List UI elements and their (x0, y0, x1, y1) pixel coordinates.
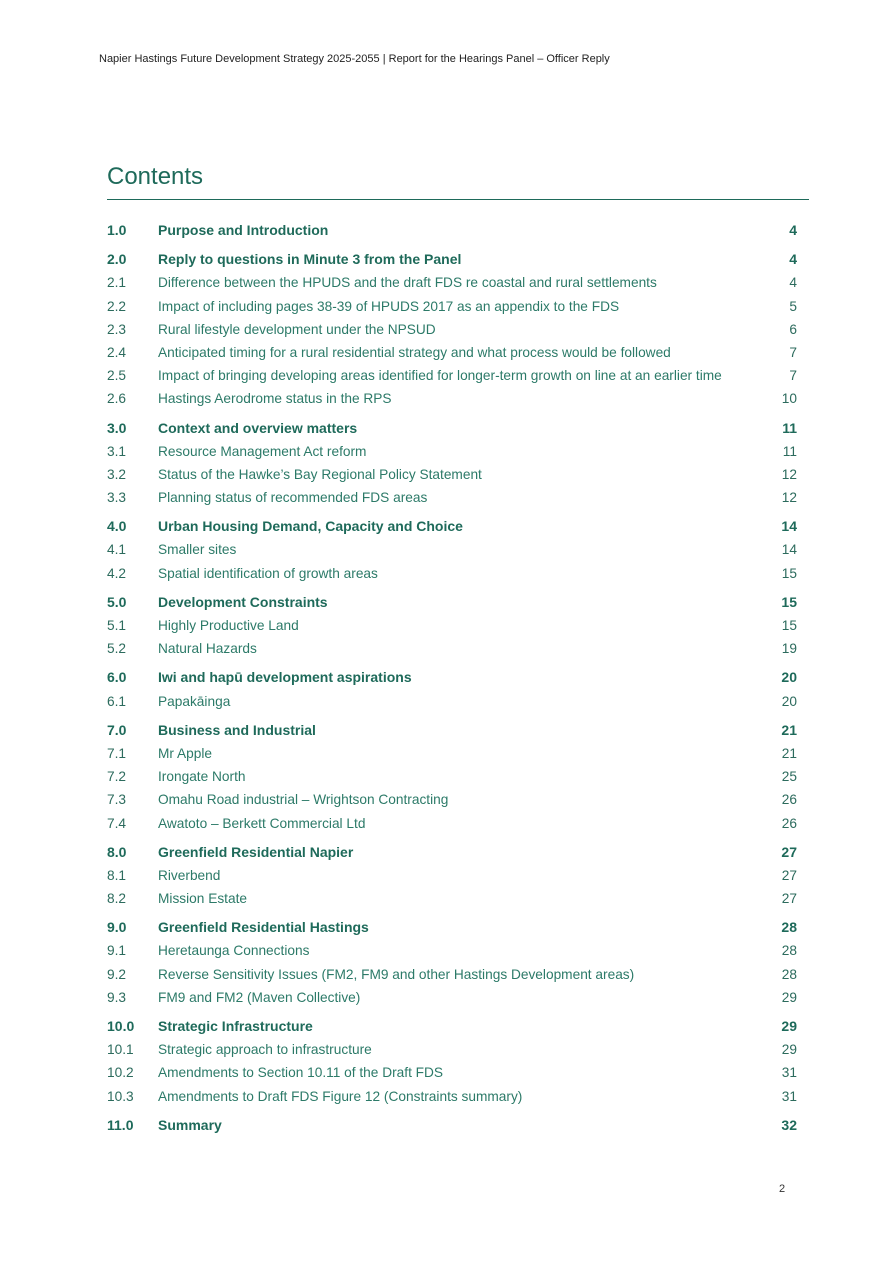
toc-subsection[interactable] (107, 341, 797, 364)
toc-entry-title: Amendments to Section 10.11 of the Draft FDS (158, 1065, 444, 1081)
toc-section (107, 515, 797, 585)
toc-entry-title: Difference between the HPUDS and the draft FDS re coastal and rural settlements (158, 275, 657, 291)
toc-entry-number: 7.3 (107, 792, 127, 808)
toc-entry-number: 5.2 (107, 641, 127, 657)
toc-entry-title: Greenfield Residential Hastings (158, 919, 369, 936)
toc-entry-number: 2.3 (107, 321, 127, 337)
toc-entry-title: Impact of bringing developing areas identified for longer-term growth on line at an earlier time (158, 368, 722, 384)
toc-subsection[interactable] (107, 1061, 797, 1084)
toc-section (107, 916, 797, 1009)
toc-entry-number: 9.2 (107, 966, 127, 982)
toc-entry-page: 27 (781, 867, 797, 883)
toc-entry-title: Reverse Sensitivity Issues (FM2, FM9 and other Hastings Development areas) (158, 966, 635, 982)
toc-entry-page: 29 (781, 1018, 797, 1034)
toc-section-heading[interactable] (107, 841, 797, 864)
toc-entry-number: 8.0 (107, 843, 127, 860)
toc-entry-title: Strategic approach to infrastructure (158, 1042, 372, 1058)
toc-entry-page: 7 (789, 368, 797, 384)
toc-entry-title: Spatial identification of growth areas (158, 565, 378, 581)
toc-entry-number: 7.0 (107, 721, 127, 738)
toc-entry-number: 10.1 (107, 1042, 134, 1058)
toc-section-heading[interactable] (107, 591, 797, 614)
toc-entry-page: 20 (781, 669, 797, 686)
contents-heading: Contents (107, 163, 204, 190)
toc-entry-title: Strategic Infrastructure (158, 1018, 313, 1034)
toc-entry-number: 7.4 (107, 815, 127, 831)
toc-subsection[interactable] (107, 864, 797, 887)
toc-subsection[interactable] (107, 788, 797, 811)
toc-entry-page: 25 (781, 769, 797, 785)
toc-subsection[interactable] (107, 271, 797, 294)
toc-section (107, 591, 797, 661)
toc-entry-title: Iwi and hapū development aspirations (158, 669, 412, 686)
toc-entry-title: Irongate North (158, 769, 246, 785)
toc-entry-page: 4 (789, 222, 797, 238)
toc-entry-page: 10 (781, 391, 797, 407)
toc-entry-number: 10.3 (107, 1088, 134, 1104)
page-number: 2 (779, 1183, 786, 1195)
toc-entry-page: 29 (781, 1042, 797, 1058)
toc-entry-page: 21 (781, 745, 797, 761)
toc-entry-page: 28 (781, 919, 797, 936)
toc-entry-page: 27 (781, 891, 797, 907)
toc-entry-number: 4.2 (107, 565, 127, 581)
toc-entry-title: Riverbend (158, 867, 221, 883)
toc-subsection[interactable] (107, 765, 797, 788)
toc-entry-number: 3.3 (107, 490, 127, 506)
toc-entry-page: 4 (789, 275, 797, 291)
toc-subsection[interactable] (107, 939, 797, 962)
toc-entry-number: 3.2 (107, 466, 127, 482)
toc-section-heading[interactable] (107, 666, 797, 689)
toc-entry-page: 31 (781, 1065, 797, 1081)
toc-section-heading[interactable] (107, 1015, 797, 1038)
toc-entry-page: 14 (781, 542, 797, 558)
toc-entry-number: 7.1 (107, 745, 127, 761)
toc-entry-title: Context and overview matters (158, 419, 358, 436)
toc-section (107, 1015, 797, 1108)
toc-subsection[interactable] (107, 318, 797, 341)
toc-entry-page: 7 (789, 344, 797, 360)
toc-entry-number: 2.6 (107, 391, 127, 407)
toc-entry-title: Reply to questions in Minute 3 from the Panel (158, 251, 462, 268)
toc-entry-page: 27 (781, 843, 797, 860)
toc-subsection[interactable] (107, 690, 797, 713)
toc-entry-title: Development Constraints (158, 593, 328, 610)
toc-subsection[interactable] (107, 1038, 797, 1061)
toc-entry-number: 6.1 (107, 693, 127, 709)
toc-subsection[interactable] (107, 742, 797, 765)
toc-entry-number: 5.0 (107, 593, 127, 610)
toc-entry-number: 2.0 (107, 251, 127, 268)
toc-entry-page: 31 (781, 1088, 797, 1104)
toc-entry-number: 3.0 (107, 419, 127, 436)
toc-subsection[interactable] (107, 562, 797, 585)
toc-section (107, 719, 797, 835)
toc-section (107, 248, 797, 410)
toc-section-heading[interactable] (107, 248, 797, 271)
toc-subsection[interactable] (107, 486, 797, 509)
toc-entry-page: 28 (781, 966, 797, 982)
toc-section-heading[interactable] (107, 916, 797, 939)
toc-entry-title: Smaller sites (158, 542, 237, 558)
toc-entry-title: Anticipated timing for a rural residential strategy and what process would be followed (158, 344, 671, 360)
toc-entry-number: 5.1 (107, 618, 127, 633)
toc-entry-number: 2.4 (107, 344, 127, 360)
toc-section-heading[interactable] (107, 719, 797, 742)
toc-entry-title: Hastings Aerodrome status in the RPS (158, 391, 392, 407)
toc-entry-title: Summary (158, 1116, 222, 1133)
running-header: Napier Hastings Future Development Strategy 2025-2055 | Report for the Hearings Panel – Officer Reply (99, 53, 610, 65)
toc-section (107, 666, 797, 712)
heading-rule (107, 199, 809, 200)
toc-section (107, 1114, 797, 1137)
toc-entry-number: 9.3 (107, 989, 127, 1005)
toc-entry-title: Resource Management Act reform (158, 443, 367, 459)
toc-subsection[interactable] (107, 463, 797, 486)
toc-entry-title: Rural lifestyle development under the NPSUD (158, 321, 436, 337)
toc-entry-title: Amendments to Draft FDS Figure 12 (Constraints summary) (158, 1088, 523, 1104)
toc-entry-page: 15 (781, 593, 797, 610)
toc-entry-number: 2.2 (107, 298, 127, 314)
toc-entry-number: 8.2 (107, 891, 127, 907)
toc-entry-number: 2.5 (107, 368, 127, 384)
toc-entry-page: 12 (781, 490, 797, 506)
toc-entry-title: Purpose and Introduction (158, 222, 329, 238)
toc-entry-page: 19 (781, 641, 797, 657)
toc-entry-number: 9.1 (107, 943, 127, 959)
toc-subsection[interactable] (107, 614, 797, 637)
toc-entry-number: 3.1 (107, 443, 127, 459)
toc-entry-title: Highly Productive Land (158, 618, 299, 633)
toc-subsection[interactable] (107, 963, 797, 986)
toc-entry-title: Papakāinga (158, 693, 231, 709)
toc-entry-title: Impact of including pages 38-39 of HPUDS 2017 as an appendix to the FDS (158, 298, 620, 314)
toc-entry-page: 6 (789, 321, 797, 337)
toc-subsection[interactable] (107, 364, 797, 387)
toc-section-heading[interactable] (107, 417, 797, 440)
toc-entry-page: 12 (781, 466, 797, 482)
toc-subsection[interactable] (107, 887, 797, 910)
toc-entry-page: 21 (781, 721, 797, 738)
toc-entry-title: Mission Estate (158, 891, 248, 907)
toc-subsection[interactable] (107, 812, 797, 835)
toc-section (107, 841, 797, 911)
toc-entry-page: 4 (789, 251, 797, 268)
toc-entry-number: 8.1 (107, 867, 127, 883)
toc-subsection[interactable] (107, 387, 797, 410)
toc-entry-page: 14 (781, 518, 797, 535)
toc-entry-title: Omahu Road industrial – Wrightson Contracting (158, 792, 449, 808)
toc-entry-number: 4.0 (107, 518, 127, 535)
toc-subsection[interactable] (107, 1085, 797, 1108)
toc-entry-title: Heretaunga Connections (158, 943, 310, 959)
toc-subsection[interactable] (107, 440, 797, 463)
toc-entry-page: 15 (781, 618, 797, 633)
toc-entry-number: 1.0 (107, 222, 127, 238)
toc-entry-title: Urban Housing Demand, Capacity and Choice (158, 518, 463, 535)
toc-entry-number: 10.2 (107, 1065, 134, 1081)
toc-entry-number: 9.0 (107, 919, 127, 936)
toc-entry-page: 29 (781, 989, 797, 1005)
toc-section-heading[interactable] (107, 515, 797, 538)
toc-entry-title: FM9 and FM2 (Maven Collective) (158, 989, 361, 1005)
toc-section-heading[interactable] (107, 219, 797, 242)
toc-entry-page: 26 (781, 815, 797, 831)
toc-entry-page: 28 (781, 943, 797, 959)
toc-entry-title: Status of the Hawke’s Bay Regional Policy Statement (158, 466, 482, 482)
toc-section (107, 417, 797, 510)
toc-entry-title: Natural Hazards (158, 641, 257, 657)
toc-entry-number: 10.0 (107, 1018, 135, 1034)
toc-entry-title: Business and Industrial (158, 721, 316, 738)
toc-subsection[interactable] (107, 295, 797, 318)
toc-entry-page: 15 (781, 565, 797, 581)
toc-entry-title: Mr Apple (158, 745, 213, 761)
toc-entry-number: 4.1 (107, 542, 127, 558)
toc-entry-title: Greenfield Residential Napier (158, 843, 354, 860)
toc-entry-page: 5 (789, 298, 797, 314)
toc-entry-page: 20 (781, 693, 797, 709)
toc-entry-number: 11.0 (107, 1116, 134, 1133)
toc-entry-number: 2.1 (107, 275, 127, 291)
toc-entry-page: 11 (782, 443, 797, 459)
toc-entry-title: Awatoto – Berkett Commercial Ltd (158, 815, 366, 831)
toc-section (107, 219, 797, 242)
toc-section-heading[interactable] (107, 1114, 797, 1137)
toc-entry-number: 7.2 (107, 769, 127, 785)
toc-entry-page: 26 (781, 792, 797, 808)
toc-entry-title: Planning status of recommended FDS areas (158, 490, 428, 506)
toc-subsection[interactable] (107, 986, 797, 1009)
toc-subsection[interactable] (107, 538, 797, 561)
table-of-contents (107, 219, 797, 1143)
toc-entry-number: 6.0 (107, 669, 127, 686)
toc-entry-page: 32 (781, 1116, 797, 1133)
toc-entry-page: 11 (782, 419, 797, 436)
toc-subsection[interactable] (107, 637, 797, 660)
